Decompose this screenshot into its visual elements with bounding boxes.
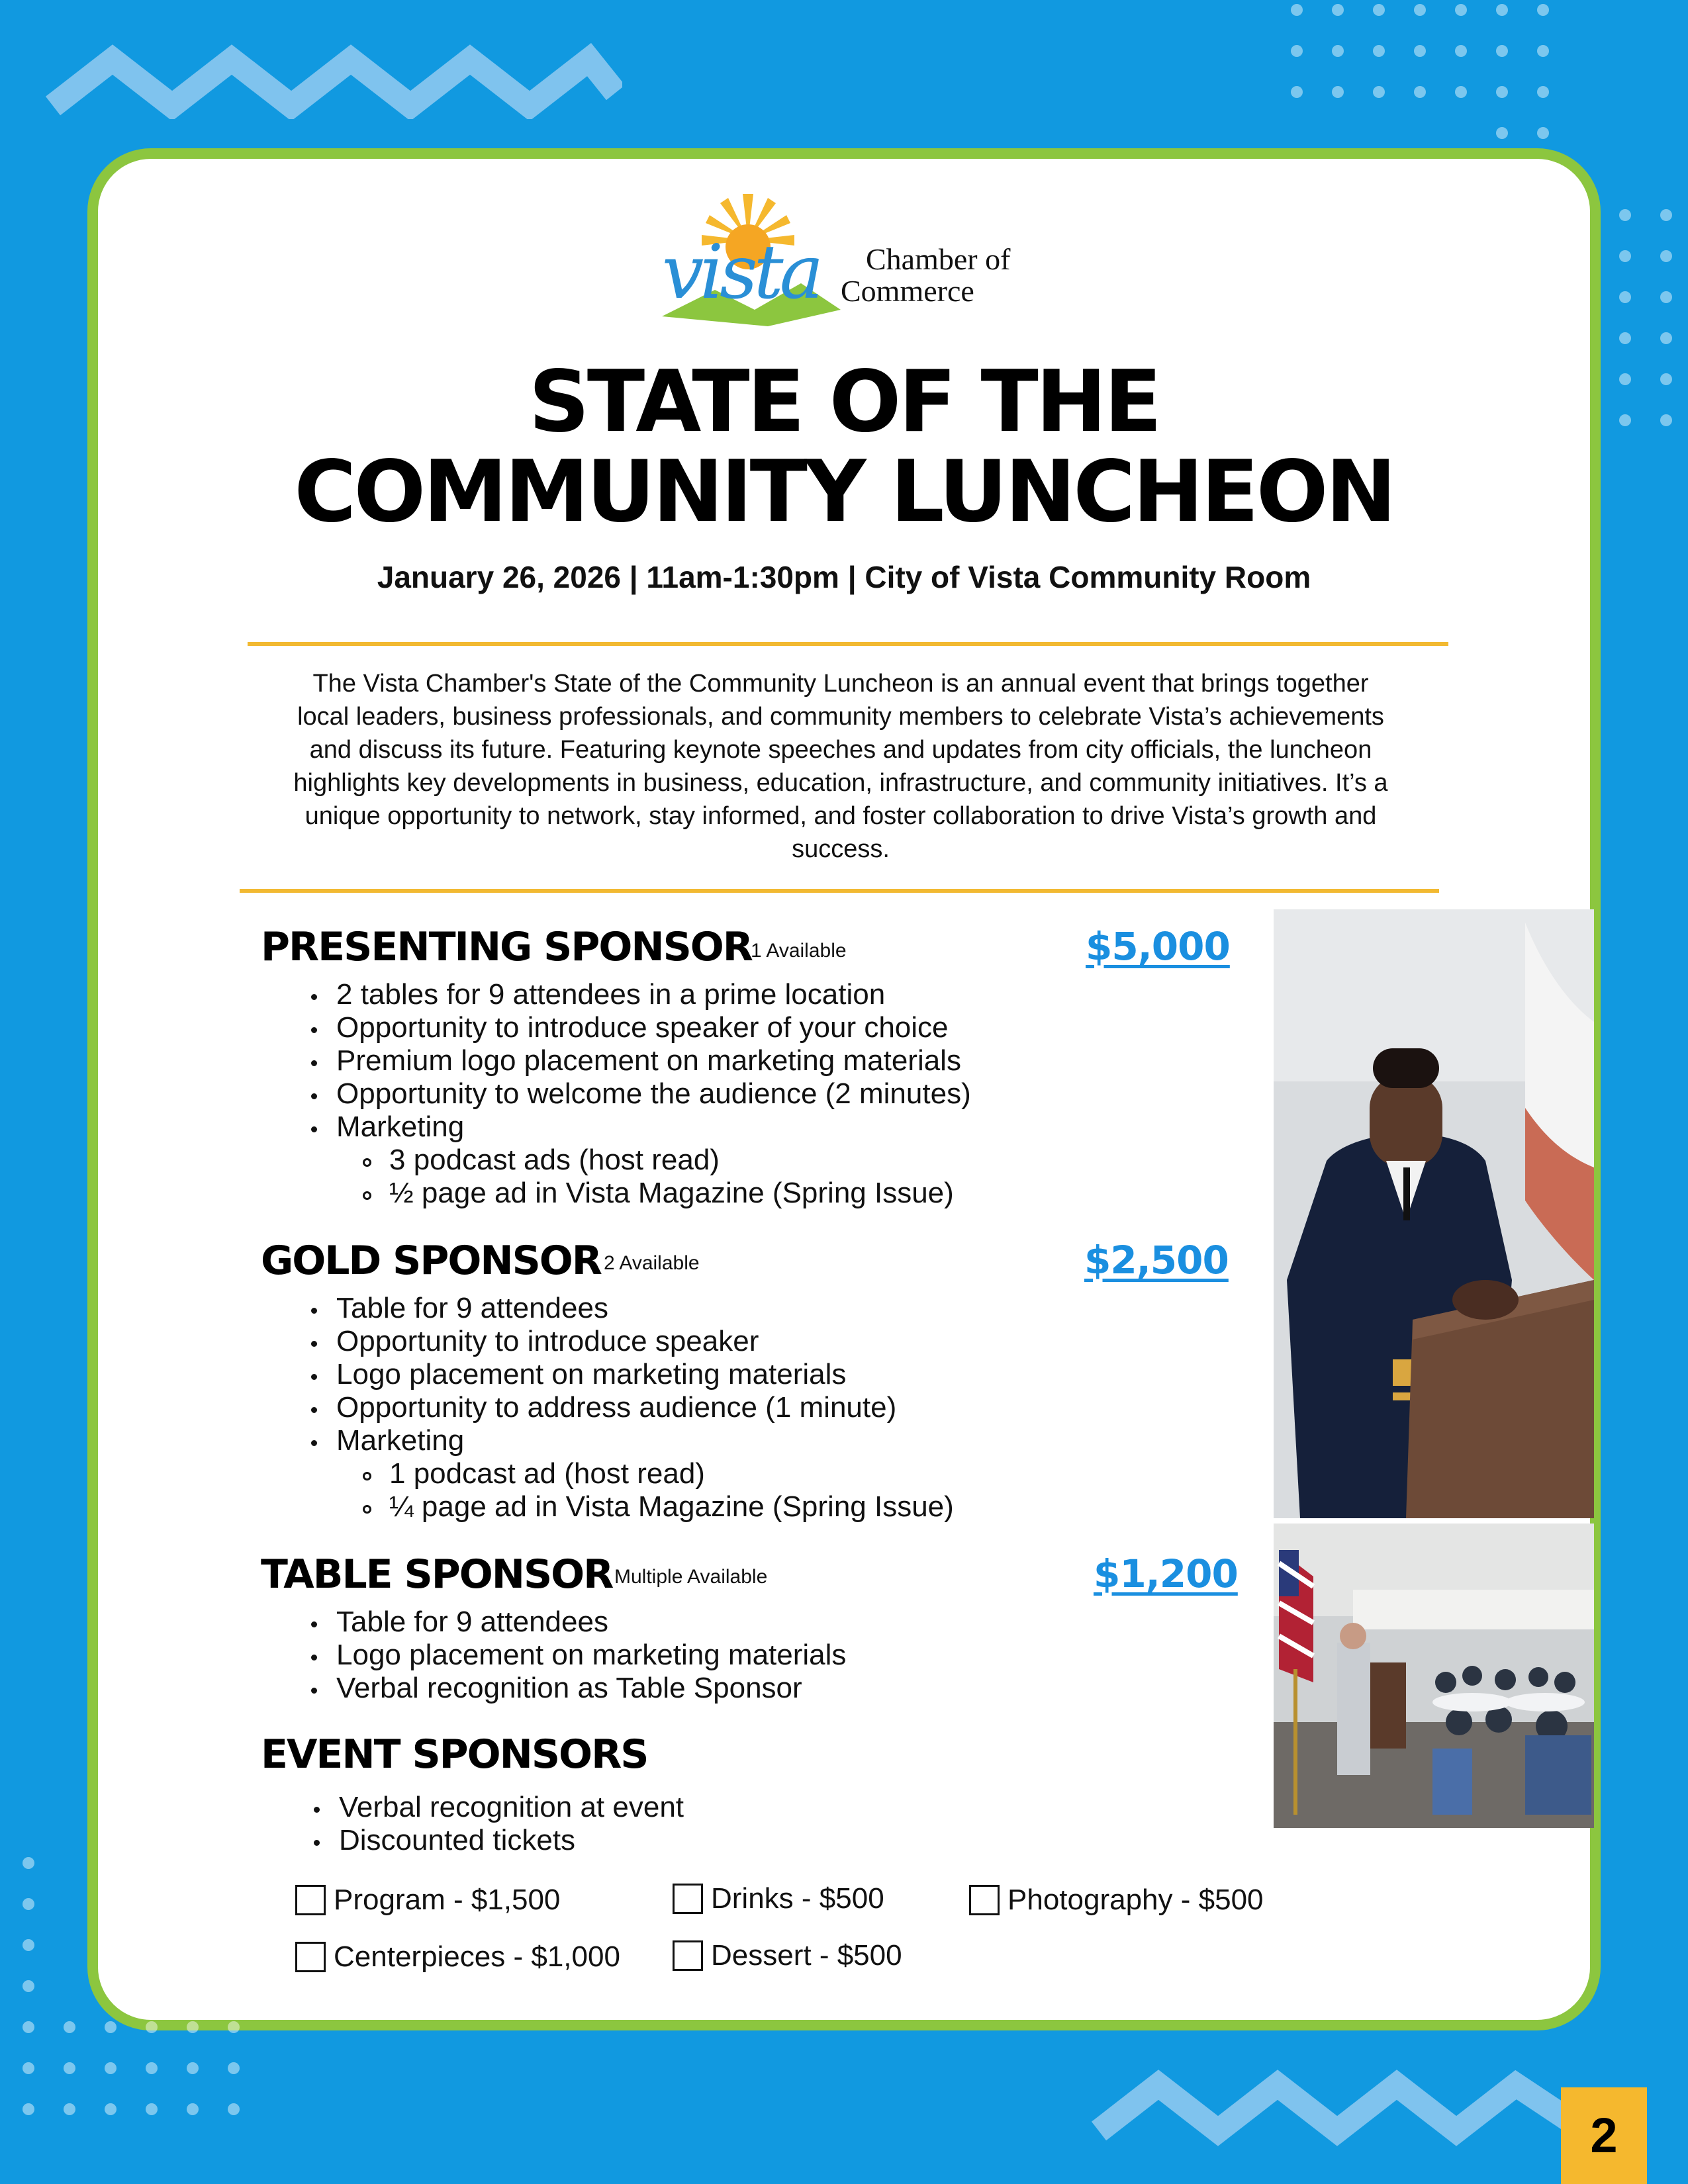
decorative-dot (23, 2062, 34, 2074)
decorative-dot (1496, 127, 1508, 139)
list-item: Premium logo placement on marketing materials (262, 1044, 971, 1077)
option-program[interactable] (295, 1884, 560, 1917)
decorative-dot (23, 1939, 34, 1951)
option-photography[interactable] (969, 1884, 1264, 1917)
decorative-dot (64, 2062, 75, 2074)
list-item: Verbal recognition as Table Sponsor (262, 1672, 846, 1705)
decorative-dot (1291, 4, 1303, 16)
divider-bottom (240, 889, 1439, 893)
decorative-dot (64, 2103, 75, 2115)
option-label: Program - $1,500 (334, 1884, 561, 1916)
decorative-dot (146, 2062, 158, 2074)
decorative-dot (1373, 45, 1385, 57)
presenting-benefits-list (262, 978, 971, 1210)
decorative-dot (1496, 4, 1508, 16)
list-item: Logo placement on marketing materials (262, 1639, 846, 1672)
decorative-dot (1537, 168, 1549, 180)
decorative-dot (1537, 127, 1549, 139)
decorative-dot (1414, 45, 1426, 57)
decorative-dot (187, 2103, 199, 2115)
decorative-dot (1619, 332, 1631, 344)
checkbox[interactable] (295, 1942, 326, 1972)
event-sponsors-heading: EVENT SPONSORS (261, 1731, 648, 1778)
decorative-dot (1619, 291, 1631, 303)
table-price: $1,200 (1094, 1551, 1238, 1596)
decorative-dot (23, 2021, 34, 2033)
checkbox[interactable] (673, 1884, 703, 1914)
event-details: January 26, 2026 | 11am-1:30pm | City of Vista Community Room (377, 560, 1311, 594)
decorative-dot (1619, 373, 1631, 385)
divider-top (248, 642, 1448, 646)
title-line2: COMMUNITY LUNCHEON (294, 443, 1394, 541)
option-label: Dessert - $500 (711, 1939, 902, 1972)
decorative-dot (1414, 4, 1426, 16)
decorative-dot (1496, 86, 1508, 98)
decorative-dot (64, 2021, 75, 2033)
checkbox[interactable] (295, 1885, 326, 1915)
decorative-dot (1619, 414, 1631, 426)
decorative-dot (1660, 332, 1672, 344)
decorative-dot (1291, 45, 1303, 57)
decorative-dot (1373, 4, 1385, 16)
decorative-dot (1619, 209, 1631, 221)
decorative-dot (187, 2062, 199, 2074)
list-item: Opportunity to introduce speaker (262, 1325, 954, 1358)
checkbox[interactable] (969, 1885, 1000, 1915)
decorative-dot (1537, 45, 1549, 57)
decorative-dot (23, 1980, 34, 1992)
option-drinks[interactable] (673, 1882, 884, 1915)
list-item: Opportunity to introduce speaker of your choice (262, 1011, 971, 1044)
table-benefits-list (262, 1606, 846, 1705)
decorative-dot (105, 2062, 117, 2074)
gold-benefits-list (262, 1292, 954, 1524)
decorative-dot (146, 2021, 158, 2033)
decorative-dot (1660, 250, 1672, 262)
list-item: Verbal recognition at event (265, 1791, 684, 1824)
chamber-of-commerce-wordmark (841, 244, 1010, 307)
option-label: Centerpieces - $1,000 (334, 1940, 620, 1973)
decorative-dot (1455, 45, 1467, 57)
decorative-dot (105, 2021, 117, 2033)
decorative-dot (187, 2021, 199, 2033)
decorative-dot (146, 2103, 158, 2115)
presenting-availability: 1 Available (751, 940, 847, 962)
list-item: Marketing (262, 1424, 954, 1457)
gold-sponsor-heading: GOLD SPONSOR (261, 1238, 602, 1284)
option-dessert[interactable] (673, 1939, 902, 1972)
list-item: 2 tables for 9 attendees in a prime location (262, 978, 971, 1011)
logo-line2: Commerce (841, 274, 974, 308)
zigzag-decoration-top (40, 33, 622, 119)
decorative-dot (228, 2021, 240, 2033)
decorative-dot (23, 2103, 34, 2115)
list-item: Marketing (262, 1111, 971, 1144)
decorative-dot (1455, 4, 1467, 16)
decorative-dot (1537, 4, 1549, 16)
decorative-dot (1332, 45, 1344, 57)
list-item: Discounted tickets (265, 1824, 684, 1857)
decorative-dot (1496, 168, 1508, 180)
decorative-dot (228, 2103, 240, 2115)
decorative-dot (23, 1898, 34, 1910)
presenting-sponsor-heading: PRESENTING SPONSOR (261, 924, 753, 970)
svg-text:vista: vista (662, 230, 820, 316)
table-sponsor-heading: TABLE SPONSOR (261, 1551, 613, 1598)
decorative-dot (1414, 86, 1426, 98)
decorative-dot (1660, 414, 1672, 426)
decorative-dot (1373, 86, 1385, 98)
page-title (0, 353, 1688, 541)
decorative-dot (1332, 4, 1344, 16)
list-sub-item: ¼ page ad in Vista Magazine (Spring Issue) (262, 1490, 954, 1524)
decorative-dot (1660, 209, 1672, 221)
decorative-dot (1455, 86, 1467, 98)
zigzag-decoration-bottom (1086, 2065, 1589, 2151)
list-sub-item: 3 podcast ads (host read) (262, 1144, 971, 1177)
decorative-dot (1619, 250, 1631, 262)
decorative-dot (1660, 291, 1672, 303)
option-centerpieces[interactable] (295, 1940, 620, 1974)
decorative-dot (1291, 86, 1303, 98)
audience-photo (1274, 1524, 1594, 1828)
table-availability: Multiple Available (614, 1566, 768, 1588)
list-sub-item: ½ page ad in Vista Magazine (Spring Issue) (262, 1177, 971, 1210)
page-number-badge: 2 (1561, 2087, 1647, 2184)
option-label: Photography - $500 (1008, 1884, 1264, 1916)
speaker-photo (1274, 909, 1594, 1518)
decorative-dot (23, 1857, 34, 1869)
gold-availability: 2 Available (604, 1252, 700, 1274)
intro-paragraph: The Vista Chamber's State of the Community Luncheon is an annual event that brings together local leaders, business professionals, and community members to celebrate Vista’s achievements and discuss its future. Featuring keynote speeches and updates from city officials, the luncheon highlights key developments in business, education, infrastructure, and community initiatives. It’s a unique opportunity to network, stay informed, and foster collaboration to drive Vista’s growth and success. (293, 670, 1388, 863)
decorative-dot (228, 2062, 240, 2074)
logo-line1: Chamber of (866, 242, 1011, 276)
decorative-dot (1496, 45, 1508, 57)
list-item: Table for 9 attendees (262, 1606, 846, 1639)
checkbox[interactable] (673, 1940, 703, 1971)
list-item: Opportunity to address audience (1 minute) (262, 1391, 954, 1424)
title-line1: STATE OF THE (528, 353, 1160, 451)
decorative-dot (1332, 86, 1344, 98)
decorative-dot (1537, 86, 1549, 98)
decorative-dot (105, 2103, 117, 2115)
list-item: Table for 9 attendees (262, 1292, 954, 1325)
list-sub-item: 1 podcast ad (host read) (262, 1457, 954, 1490)
list-item: Opportunity to welcome the audience (2 minutes) (262, 1077, 971, 1111)
gold-price: $2,500 (1084, 1238, 1229, 1283)
presenting-price: $5,000 (1086, 924, 1230, 969)
option-label: Drinks - $500 (711, 1882, 884, 1915)
event-benefits-list (265, 1791, 684, 1857)
list-item: Logo placement on marketing materials (262, 1358, 954, 1391)
decorative-dot (1660, 373, 1672, 385)
